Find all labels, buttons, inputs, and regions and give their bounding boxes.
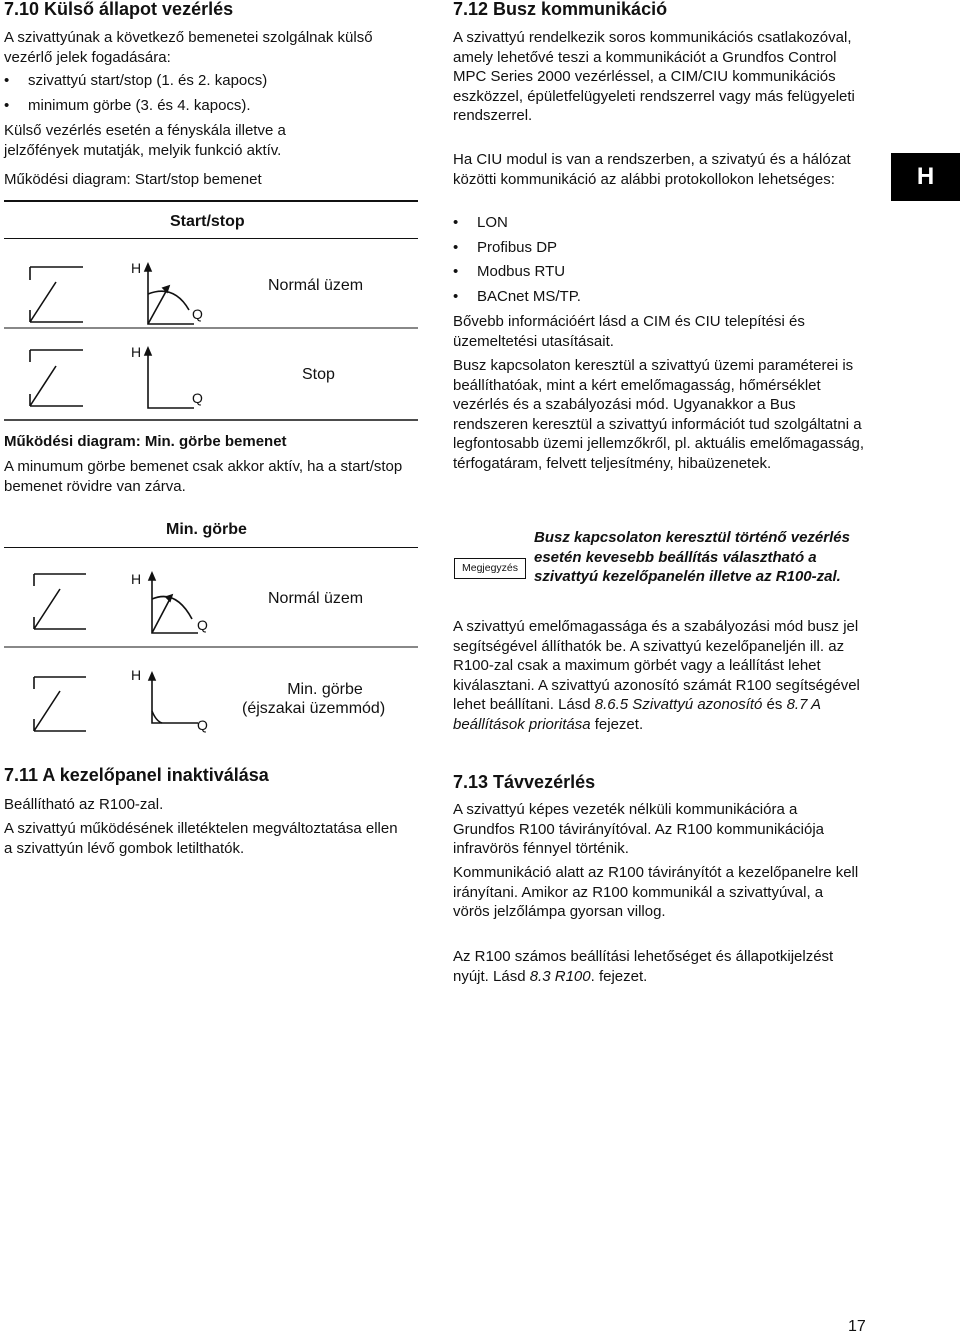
section-7-12-p4: Busz kapcsolaton keresztül a szivattyú üzemi paraméterei is beállíthatóak, mint a kért emelőmagasság, hőmérséklet vezérlés és a szabályozási mód. Ugyanakkor a Bus rendszeren keresztül a szivattyú információt tud szolgáltatni a legfontosabb üzemi jellemzőkről, pl. aktuális emelőmagasság, térfogatáram, felvett teljesítmény, hibaüzenetek. xyxy=(453,357,865,472)
section-7-11-title: 7.11 A kezelőpanel inaktiválása xyxy=(4,765,269,785)
axis-q-label: Q xyxy=(197,717,208,733)
axis-q-label: Q xyxy=(192,306,203,322)
section-7-12-p3: Bővebb információért lásd a CIM és CIU telepítési és üzemeltetési utasításait. xyxy=(453,313,805,350)
section-7-10-title: 7.10 Külső állapot vezérlés xyxy=(4,0,234,19)
list-item: • szivattyú start/stop (1. és 2. kapocs) xyxy=(4,69,267,94)
input-list xyxy=(4,69,267,118)
section-7-10-text: Külső vezérlés esetén a fényskála illetve a jelzőfények mutatják, melyik funkció aktív. xyxy=(4,122,286,159)
section-7-13-p1: A szivattyú képes vezeték nélküli kommunikációra a Grundfos R100 távirányítóval. Az R100 kommunikációja infravörös fénnyel történik. xyxy=(453,801,825,857)
list-item: • minimum görbe (3. és 4. kapocs). xyxy=(4,94,267,119)
row-label-line-2: (éjszakai üzemmód) xyxy=(242,700,386,717)
start-stop-drawings xyxy=(4,200,418,422)
protocol-list xyxy=(453,211,581,309)
axis-h-label: H xyxy=(131,571,142,587)
p5-text: A szivattyú emelőmagassága és a szabályozási mód busz jel segítségével állíthatók be. A szivattyú kezelőpaneljén ill. az R100-zal csak a maximum görbét vagy a leállítást lehet kiválasztani. A szivattyú azonosító számát R100 segítségével lehet beállítani. Lásd xyxy=(453,618,860,713)
section-7-11-p1: Beállítható az R100-zal. xyxy=(4,796,164,813)
axis-h-label: H xyxy=(131,260,142,276)
axis-h-label: H xyxy=(131,344,142,360)
row-label-normal: Normál üzem xyxy=(268,277,364,294)
diagram-title: Start/stop xyxy=(170,213,245,230)
diagram-2-text: A minumum görbe bemenet csak akkor aktív, ha a start/stop bemenet rövidre van zárva. xyxy=(4,458,403,495)
start-stop-diagram xyxy=(4,200,418,422)
axis-h-label: H xyxy=(131,667,142,683)
p5-ref-1: 8.6.5 Szivattyú azonosító xyxy=(594,696,763,713)
p5-end: fejezet. xyxy=(590,715,644,733)
diagram-title: Min. görbe xyxy=(166,521,247,538)
p3-text: Az R100 számos beállítási lehetőséget és állapotkijelzést nyújt. Lásd xyxy=(453,948,834,985)
diagram-2-caption: Működési diagram: Min. görbe bemenet xyxy=(4,433,287,450)
section-7-13-p3 xyxy=(453,947,863,986)
min-curve-diagram xyxy=(4,511,418,745)
p5-and: és xyxy=(762,696,787,713)
diagram-1-caption: Működési diagram: Start/stop bemenet xyxy=(4,171,262,188)
axis-q-label: Q xyxy=(192,390,203,406)
p5-ref-2: 8.7 A beállítások prioritása xyxy=(453,696,821,733)
p3-ref: 8.3 R100 xyxy=(529,967,591,985)
note-label: Megjegyzés xyxy=(454,558,526,579)
list-item: • BACnet MS/TP. xyxy=(453,285,581,310)
section-7-10-intro: A szivattyúnak a következő bemenetei szolgálnak külső vezérlő jelek fogadására: xyxy=(4,29,373,66)
section-7-12-title: 7.12 Busz kommunikáció xyxy=(453,0,668,19)
list-item: • Modbus RTU xyxy=(453,260,581,285)
axis-q-label: Q xyxy=(197,617,208,633)
page-number: 17 xyxy=(848,1318,866,1335)
row-label-stop: Stop xyxy=(302,366,335,383)
section-7-13-title: 7.13 Távvezérlés xyxy=(453,772,596,792)
section-7-11-p2: A szivattyú működésének illetéktelen megváltoztatása ellen a szivattyún lévő gombok letilthatók. xyxy=(4,820,398,857)
row-label-min-curve xyxy=(4,681,418,699)
language-tab: H xyxy=(891,153,960,201)
row-label-line-1: Min. görbe xyxy=(287,681,363,698)
row-label-normal: Normál üzem xyxy=(268,590,364,607)
section-7-12-p1: A szivattyú rendelkezik soros kommunikációs csatlakozóval, amely lehetővé teszi a kommunikációt a Grundfos Control MPC Series 2000 vezérléssel, a CIM/CIU kommunikációs eszközzel, épületfelügyeleti rendszerrel vagy más felügyeleti rendszerrel. xyxy=(453,29,855,124)
section-7-13-p2: Kommunikáció alatt az R100 távirányítót a kezelőpanelre kell irányítani. Amikor az R100 kommunikál a szivattyúval, a vörös jelzőlámpa gyorsan villog. xyxy=(453,864,859,920)
list-item: • Profibus DP xyxy=(453,236,581,261)
section-7-12-p2: Ha CIU modul is van a rendszerben, a szivatyú és a hálózat közötti kommunikáció az alábbi protokollokon lehetséges: xyxy=(453,151,851,188)
list-item: • LON xyxy=(453,211,581,236)
note-text: Busz kapcsolaton keresztül történő vezérlés esetén kevesebb beállítás választható a szivattyú kezelőpanelén illetve az R100-zal. xyxy=(534,529,850,585)
section-7-12-p5 xyxy=(453,617,873,734)
p3-end: . fejezet. xyxy=(590,967,648,985)
